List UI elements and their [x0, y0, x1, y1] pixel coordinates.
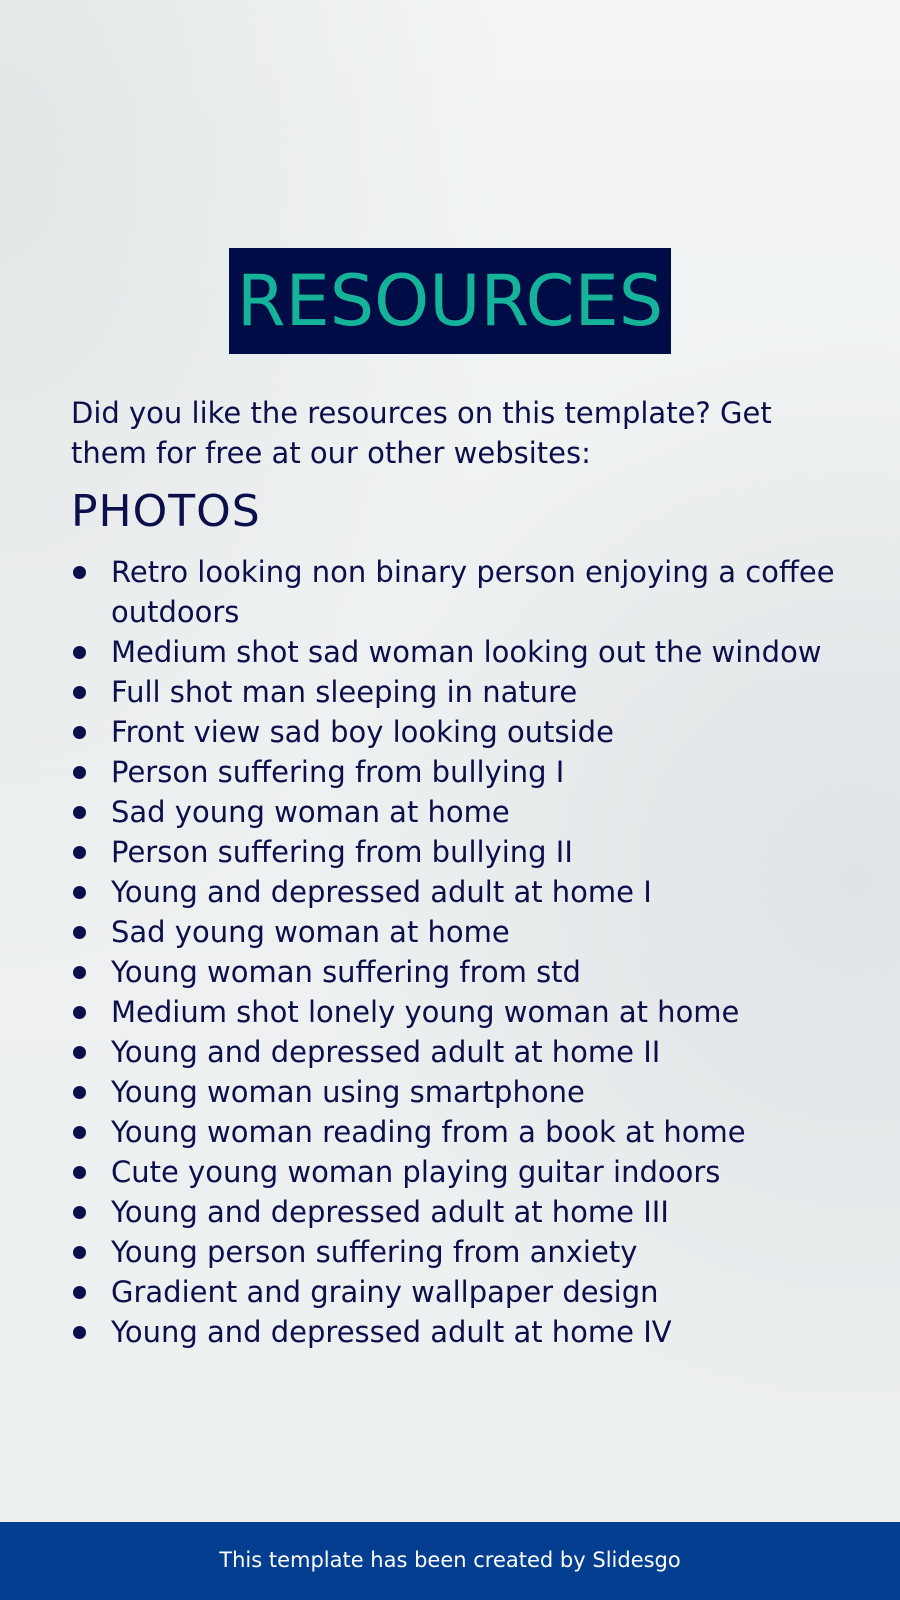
list-item-text: Young and depressed adult at home III — [111, 1195, 669, 1229]
bullet-icon — [73, 766, 86, 779]
list-item — [71, 792, 851, 832]
photos-heading: PHOTOS — [71, 486, 261, 537]
footer-bar — [0, 1522, 900, 1600]
bullet-icon — [73, 1166, 86, 1179]
bullet-icon — [73, 966, 86, 979]
list-item — [71, 712, 851, 752]
footer-credit: This template has been created by Slidesgo — [219, 1548, 681, 1572]
list-item-text: Front view sad boy looking outside — [111, 715, 614, 749]
list-item — [71, 672, 851, 712]
list-item — [71, 1192, 851, 1232]
list-item-text: Medium shot sad woman looking out the window — [111, 635, 822, 669]
list-item — [71, 1272, 851, 1312]
bullet-icon — [73, 726, 86, 739]
list-item — [71, 1032, 851, 1072]
bullet-icon — [73, 1326, 86, 1339]
list-item — [71, 752, 851, 792]
bullet-icon — [73, 1006, 86, 1019]
bullet-icon — [73, 1126, 86, 1139]
list-item-text: Full shot man sleeping in nature — [111, 675, 578, 709]
list-item-text: Young and depressed adult at home I — [111, 875, 652, 909]
list-item — [71, 1232, 851, 1272]
bullet-icon — [73, 806, 86, 819]
bullet-icon — [73, 1086, 86, 1099]
list-item-text: Sad young woman at home — [111, 915, 510, 949]
list-item-text: Cute young woman playing guitar indoors — [111, 1155, 721, 1189]
bullet-icon — [73, 566, 86, 579]
title-container — [0, 248, 900, 354]
bullet-icon — [73, 846, 86, 859]
list-item — [71, 1152, 851, 1192]
list-item-text: Young woman suffering from std — [111, 955, 581, 989]
list-item — [71, 552, 851, 632]
list-item — [71, 952, 851, 992]
bullet-icon — [73, 1286, 86, 1299]
list-item-text: Gradient and grainy wallpaper design — [111, 1275, 659, 1309]
list-item — [71, 1112, 851, 1152]
bullet-icon — [73, 1246, 86, 1259]
list-item-text: Sad young woman at home — [111, 795, 510, 829]
list-item — [71, 912, 851, 952]
list-item — [71, 872, 851, 912]
intro-text: Did you like the resources on this template? Get them for free at our other websites: — [71, 396, 772, 470]
bullet-icon — [73, 646, 86, 659]
list-item — [71, 1312, 851, 1352]
list-item — [71, 1072, 851, 1112]
list-item — [71, 632, 851, 672]
bullet-icon — [73, 1046, 86, 1059]
list-item-text: Young person suffering from anxiety — [111, 1235, 638, 1269]
list-item — [71, 832, 851, 872]
bullet-icon — [73, 926, 86, 939]
bullet-icon — [73, 886, 86, 899]
list-item — [71, 992, 851, 1032]
page-title: RESOURCES — [229, 248, 671, 354]
list-item-text: Person suffering from bullying I — [111, 755, 565, 789]
list-item-text: Retro looking non binary person enjoying a coffee outdoors — [111, 555, 835, 629]
photo-list — [71, 552, 851, 1352]
list-item-text: Young and depressed adult at home IV — [111, 1315, 672, 1349]
bullet-icon — [73, 686, 86, 699]
list-item-text: Young woman reading from a book at home — [111, 1115, 746, 1149]
list-item-text: Young and depressed adult at home II — [111, 1035, 661, 1069]
list-item-text: Young woman using smartphone — [111, 1075, 585, 1109]
list-item-text: Medium shot lonely young woman at home — [111, 995, 740, 1029]
bullet-icon — [73, 1206, 86, 1219]
list-item-text: Person suffering from bullying II — [111, 835, 573, 869]
